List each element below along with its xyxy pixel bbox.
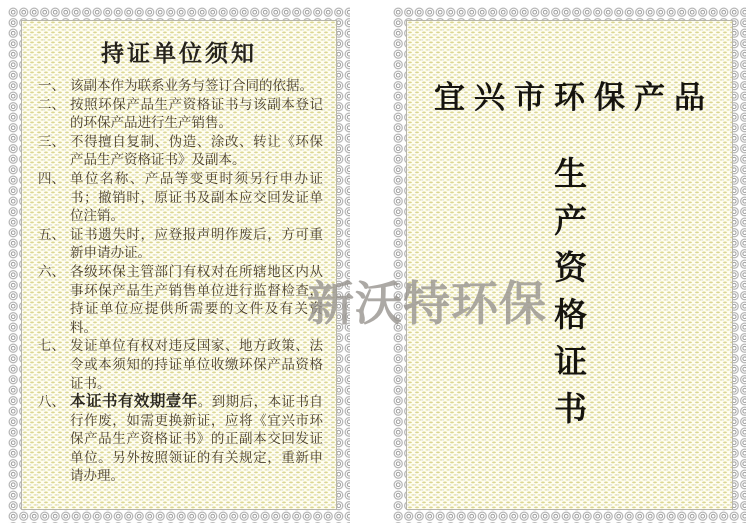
notice-item-number: 五、 — [38, 226, 65, 242]
notice-item-text: 发证单位有权对违反国家、地方政策、法令或本须知的持证单位收缴环保产品资格证书。 — [70, 338, 323, 391]
notice-item-number: 六、 — [38, 263, 65, 279]
cover-title-vertical: 生产资格证书 — [549, 156, 586, 438]
cover-title-horizontal: 宜兴市环保产品 — [434, 80, 714, 115]
notice-item-text: 证书遗失时，应登报声明作废后，方可重新申请办证。 — [70, 226, 323, 261]
notice-item-number: 一、 — [38, 78, 65, 93]
watermark: 新沃特环保 — [307, 277, 547, 330]
notice-item-3 — [38, 133, 323, 170]
notice-item-number: 四、 — [38, 170, 65, 186]
notice-item-2 — [38, 96, 323, 133]
notice-item-text: 各级环保主管部门有权对在所辖地区内从事环保产品生产销售单位进行监督检查，持证单位应提供所需要的文件及有关资料。 — [70, 263, 323, 335]
notice-page-inner — [21, 20, 337, 510]
notice-item-8 — [38, 393, 323, 486]
notice-item-7 — [38, 337, 323, 393]
notice-item-number: 八、 — [38, 394, 65, 410]
notice-item-text: 按照环保产品生产资格证书与该副本登记的环保产品进行生产销售。 — [70, 96, 323, 131]
notice-item-1 — [38, 77, 323, 96]
notice-item-4 — [38, 170, 323, 226]
notice-item-text: 该副本作为联系业务与签订合同的依据。 — [70, 78, 313, 93]
cover-page — [393, 7, 746, 523]
notice-item-number: 七、 — [38, 338, 65, 354]
notice-item-text — [70, 394, 323, 483]
notice-item-number: 三、 — [38, 133, 65, 149]
notice-item-5 — [38, 226, 323, 263]
notice-title: 持证单位须知 — [101, 40, 257, 66]
notice-item-text-rest: 。到期后，本证书自行作废，如需更换新证，应将《宜兴市环保产品生产资格证书》的正副本交回发证单位。另外按照领证的有关规定，重新申请办理。 — [70, 394, 323, 484]
cover-page-inner — [406, 20, 733, 510]
notice-list — [22, 77, 336, 486]
notice-page — [8, 7, 350, 523]
notice-item-text: 单位名称、产品等变更时须另行申办证书；撤销时，原证书及副本应交回发证单位注销。 — [70, 170, 323, 224]
notice-item-validity-bold: 本证书有效期壹年 — [70, 393, 198, 411]
notice-item-text: 不得擅自复制、伪造、涂改、转让《环保产品生产资格证书》及副本。 — [70, 133, 323, 168]
notice-item-6 — [38, 263, 323, 337]
notice-item-number: 二、 — [38, 96, 65, 112]
